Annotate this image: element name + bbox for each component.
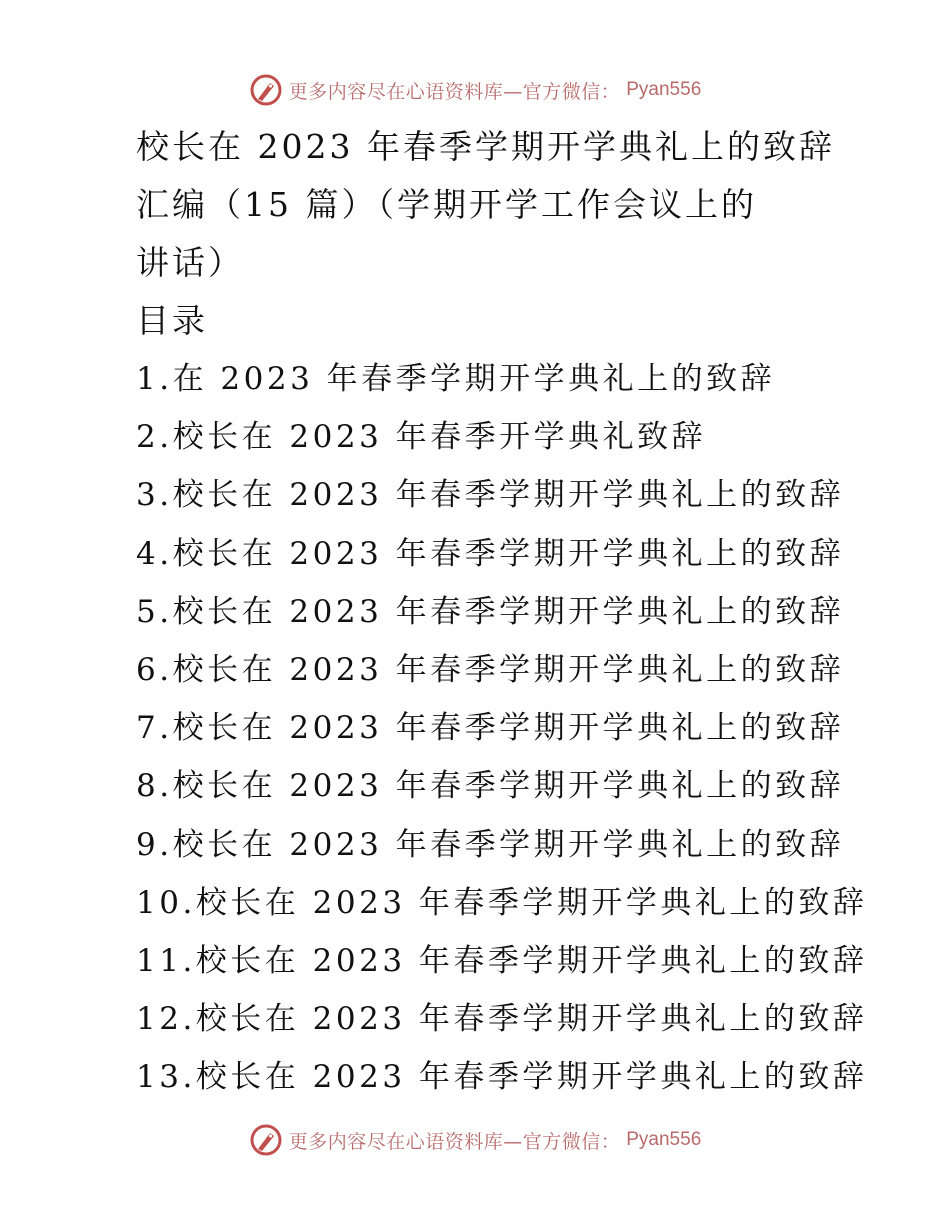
toc-item: 10.校长在 2023 年春季学期开学典礼上的致辞 <box>136 884 868 921</box>
toc-heading: 目录 <box>136 301 208 340</box>
toc-item: 2.校长在 2023 年春季开学典礼致辞 <box>136 419 707 456</box>
toc-item: 5.校长在 2023 年春季学期开学典礼上的致辞 <box>136 593 845 630</box>
toc-list <box>136 350 868 1107</box>
document-title-line-3: 讲话） <box>136 243 244 282</box>
toc-item: 7.校长在 2023 年春季学期开学典礼上的致辞 <box>136 710 845 747</box>
document-title-line-2: 汇编（15 篇）（学期开学工作会议上的 <box>136 185 757 224</box>
watermark-contact: Pyan556 <box>626 1129 702 1150</box>
toc-item: 12.校长在 2023 年春季学期开学典礼上的致辞 <box>136 1001 868 1038</box>
toc-item: 9.校长在 2023 年春季学期开学典礼上的致辞 <box>136 826 845 863</box>
toc-item: 1.在 2023 年春季学期开学典礼上的致辞 <box>136 361 776 397</box>
footer-watermark <box>0 1122 950 1158</box>
toc-item: 3.校长在 2023 年春季学期开学典礼上的致辞 <box>136 477 845 514</box>
watermark-contact: Pyan556 <box>626 79 702 100</box>
header-watermark <box>0 72 950 108</box>
pen-nib-logo-icon <box>249 73 283 107</box>
watermark-text: 更多内容尽在心语资料库—官方微信： <box>288 1130 621 1153</box>
toc-item: 4.校长在 2023 年春季学期开学典礼上的致辞 <box>136 535 845 572</box>
toc-item: 8.校长在 2023 年春季学期开学典礼上的致辞 <box>136 768 845 805</box>
document-title-line-1: 校长在 2023 年春季学期开学典礼上的致辞 <box>136 127 835 166</box>
document-body <box>136 118 868 1107</box>
toc-item: 6.校长在 2023 年春季学期开学典礼上的致辞 <box>136 652 845 689</box>
watermark-text: 更多内容尽在心语资料库—官方微信： <box>288 80 621 103</box>
toc-item: 11.校长在 2023 年春季学期开学典礼上的致辞 <box>136 943 868 980</box>
toc-item: 13.校长在 2023 年春季学期开学典礼上的致辞 <box>136 1059 868 1096</box>
pen-nib-logo-icon <box>249 1123 283 1157</box>
